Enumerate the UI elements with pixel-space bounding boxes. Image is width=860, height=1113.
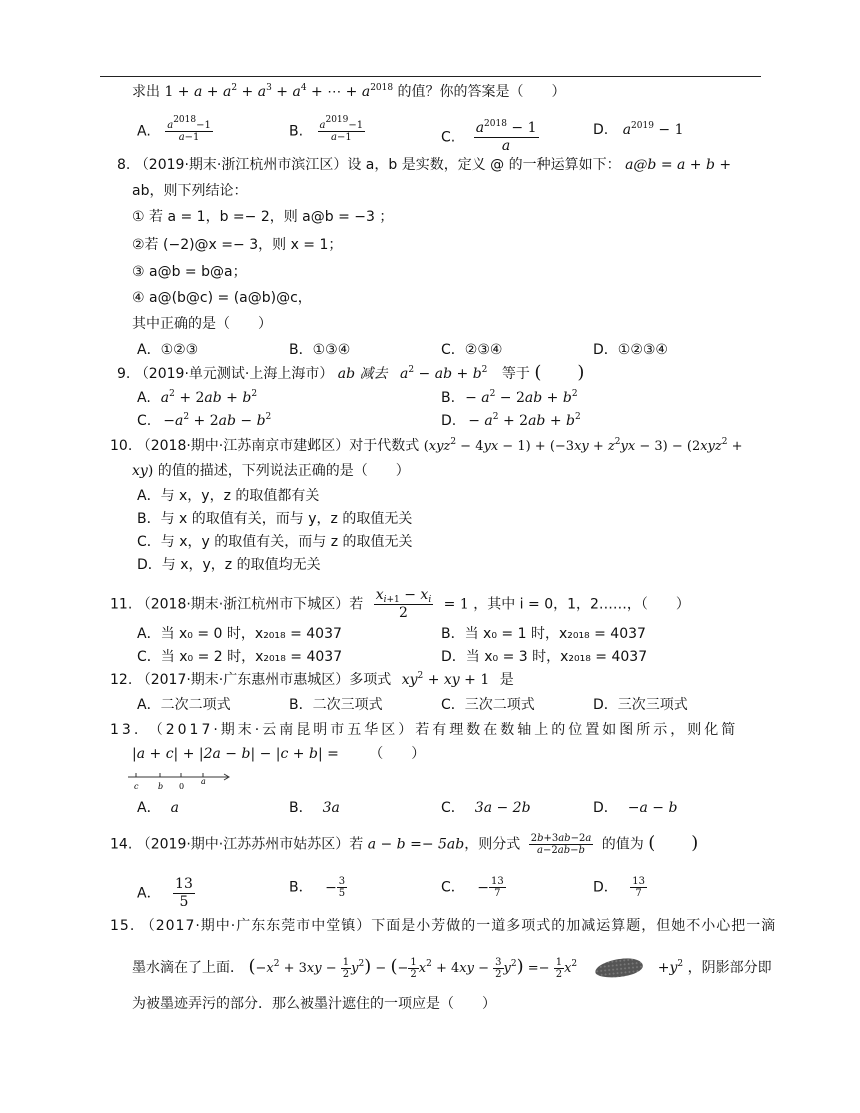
q13-option-c[interactable]: C． 3a − 2b	[441, 800, 531, 816]
axis-label-a: a	[201, 777, 206, 786]
q12-stem: 12. （2017·期末·广东惠州市惠城区）多项式 $xy^2$ + xy + 1 是	[110, 671, 514, 688]
q7-option-d[interactable]: D. $a^{2019} - 1$	[593, 121, 684, 138]
q13-line1: 13. （2017·期末·云南昆明市五华区）若有理数在数轴上的位置如图所示，则化简	[110, 722, 739, 738]
q8-option-c[interactable]: C．②③④	[441, 342, 503, 358]
q7-option-c[interactable]: C. $\frac{a^{2018} - 1}{a}$	[441, 119, 537, 154]
q14-option-b[interactable]: B． − $\frac{3}{5}$	[289, 876, 346, 899]
q10-option-c[interactable]: C．与 x，y 的取值有关，而与 z 的取值无关	[137, 534, 413, 550]
axis-label-0: 0	[179, 782, 185, 791]
q8-option-a[interactable]: A．①②③	[137, 342, 199, 358]
q8-claim-3: ③ a@b = b@a；	[132, 264, 247, 280]
q11-option-d[interactable]: D．当 x₀ = 3 时，x₂₀₁₈ = 4037	[441, 649, 648, 665]
q7-stem: 求出 $1 + a + a^2 + a^3 + a^4$ + ⋯ + $a^{2018}$ 的值？你的答案是（ ）	[132, 83, 566, 100]
q8-claim-1: ① 若 a = 1，b =− 2，则 a@b = −3 ；	[132, 209, 394, 225]
q9-option-b[interactable]: B. − $a^2 - 2ab + b^2$	[441, 389, 578, 406]
q8-line2: ab，则下列结论：	[132, 183, 248, 199]
q12-option-c[interactable]: C．三次二项式	[441, 697, 535, 713]
q10-line1: 10. （2018·期中·江苏南京市建邺区）对于代数式 $(xyz^2 - 4yx - 1) + (-3xy + z^2yx - 3) - (2xyz^2$ +	[110, 437, 743, 454]
q14-option-c[interactable]: C． − $\frac{13}{7}$	[441, 876, 504, 899]
q8-claim-2: ②若 (−2)@x =− 3，则 x = 1；	[132, 237, 343, 253]
q13-option-b[interactable]: B． 3a	[289, 800, 340, 816]
q11-stem: 11. （2018·期末·浙江杭州市下城区）若 $\frac{x_{i+1} - x_i}{2}$ = 1 ，其中 i = 0，1，2……，（ ）	[110, 587, 690, 621]
q8-line1: 8. （2019·期末·浙江杭州市滨江区）设 a，b 是实数，定义 @ 的一种运算如下： a@b = a + b +	[117, 157, 732, 173]
q8-option-b[interactable]: B．①③④	[289, 342, 351, 358]
q9-option-c[interactable]: C. $-a^2 + 2ab - b^2$	[137, 412, 272, 429]
axis-label-c: c	[134, 782, 139, 791]
q8-claim-4: ④ a@(b@c) = (a@b)@c，	[132, 290, 312, 306]
q10-option-a[interactable]: A．与 x，y，z 的取值都有关	[137, 488, 320, 504]
q10-line2: xy) 的值的描述，下列说法正确的是（ ）	[132, 463, 410, 479]
axis-label-b: b	[158, 782, 164, 791]
q12-option-b[interactable]: B．二次三项式	[289, 697, 383, 713]
q14-stem: 14. （2019·期中·江苏苏州市姑苏区）若 a − b =− 5ab，则分式 $\frac{2b+3ab-2a}{a-2ab-b}$ 的值为 ( )	[110, 832, 699, 856]
q12-option-d[interactable]: D．三次三项式	[593, 697, 688, 713]
q12-option-a[interactable]: A．二次二项式	[137, 697, 231, 713]
ink-blot-icon	[594, 957, 644, 980]
q13-option-a[interactable]: A． a	[137, 800, 179, 816]
q10-option-b[interactable]: B．与 x 的取值有关，而与 y，z 的取值无关	[137, 511, 413, 527]
q8-option-d[interactable]: D．①②③④	[593, 342, 668, 358]
q15-line2: 墨水滴在了上面． ($-x^2 + 3xy$ − $\frac{1}{2}$ $y^2$) − (− $\frac{1}{2}$ $x^2 + 4xy$ − $\frac{3}{2}$ $y^2$) =− $\frac{1}{2}$ $x^2 +y^2$ ，阴影部分即	[132, 956, 772, 980]
q10-option-d[interactable]: D．与 x，y，z 的取值均无关	[137, 557, 321, 573]
header-rule	[100, 76, 761, 77]
q7-option-b[interactable]: B. $\frac{a^{2019}-1}{a-1}$	[289, 115, 364, 143]
q11-option-b[interactable]: B．当 x₀ = 1 时，x₂₀₁₈ = 4037	[441, 626, 646, 642]
q9-option-d[interactable]: D. − $a^2 + 2ab + b^2$	[441, 412, 581, 429]
q15-line1: 15. （2017·期中·广东东莞市中堂镇）下面是小芳做的一道多项式的加减运算题，但她不小心把一滴	[110, 918, 777, 934]
q11-option-c[interactable]: C．当 x₀ = 2 时，x₂₀₁₈ = 4037	[137, 649, 343, 665]
q14-option-a[interactable]: A． $\frac{13}{5}$	[137, 876, 193, 910]
q7-option-a[interactable]: A. $\frac{a^{2018}-1}{a-1}$	[137, 115, 211, 143]
q9-stem: 9. （2019·单元测试·上海上海市） ab 减去 $a^2$ − ab + $b^2$ 等于 ( )	[117, 362, 585, 383]
q14-option-d[interactable]: D． $\frac{13}{7}$	[593, 876, 645, 899]
q13-line2: |a + c| + |2a − b| − |c + b| = （ ）	[132, 746, 426, 762]
q8-ask: 其中正确的是（ ）	[132, 316, 272, 332]
q11-option-a[interactable]: A．当 x₀ = 0 时，x₂₀₁₈ = 4037	[137, 626, 342, 642]
q15-line3: 为被墨迹弄污的部分．那么被墨汁遮住的一项应是（ ）	[132, 996, 496, 1012]
q13-option-d[interactable]: D． −a − b	[593, 800, 678, 816]
number-line-figure	[128, 770, 238, 792]
q9-option-a[interactable]: A. $a^2 + 2ab + b^2$	[137, 389, 258, 406]
